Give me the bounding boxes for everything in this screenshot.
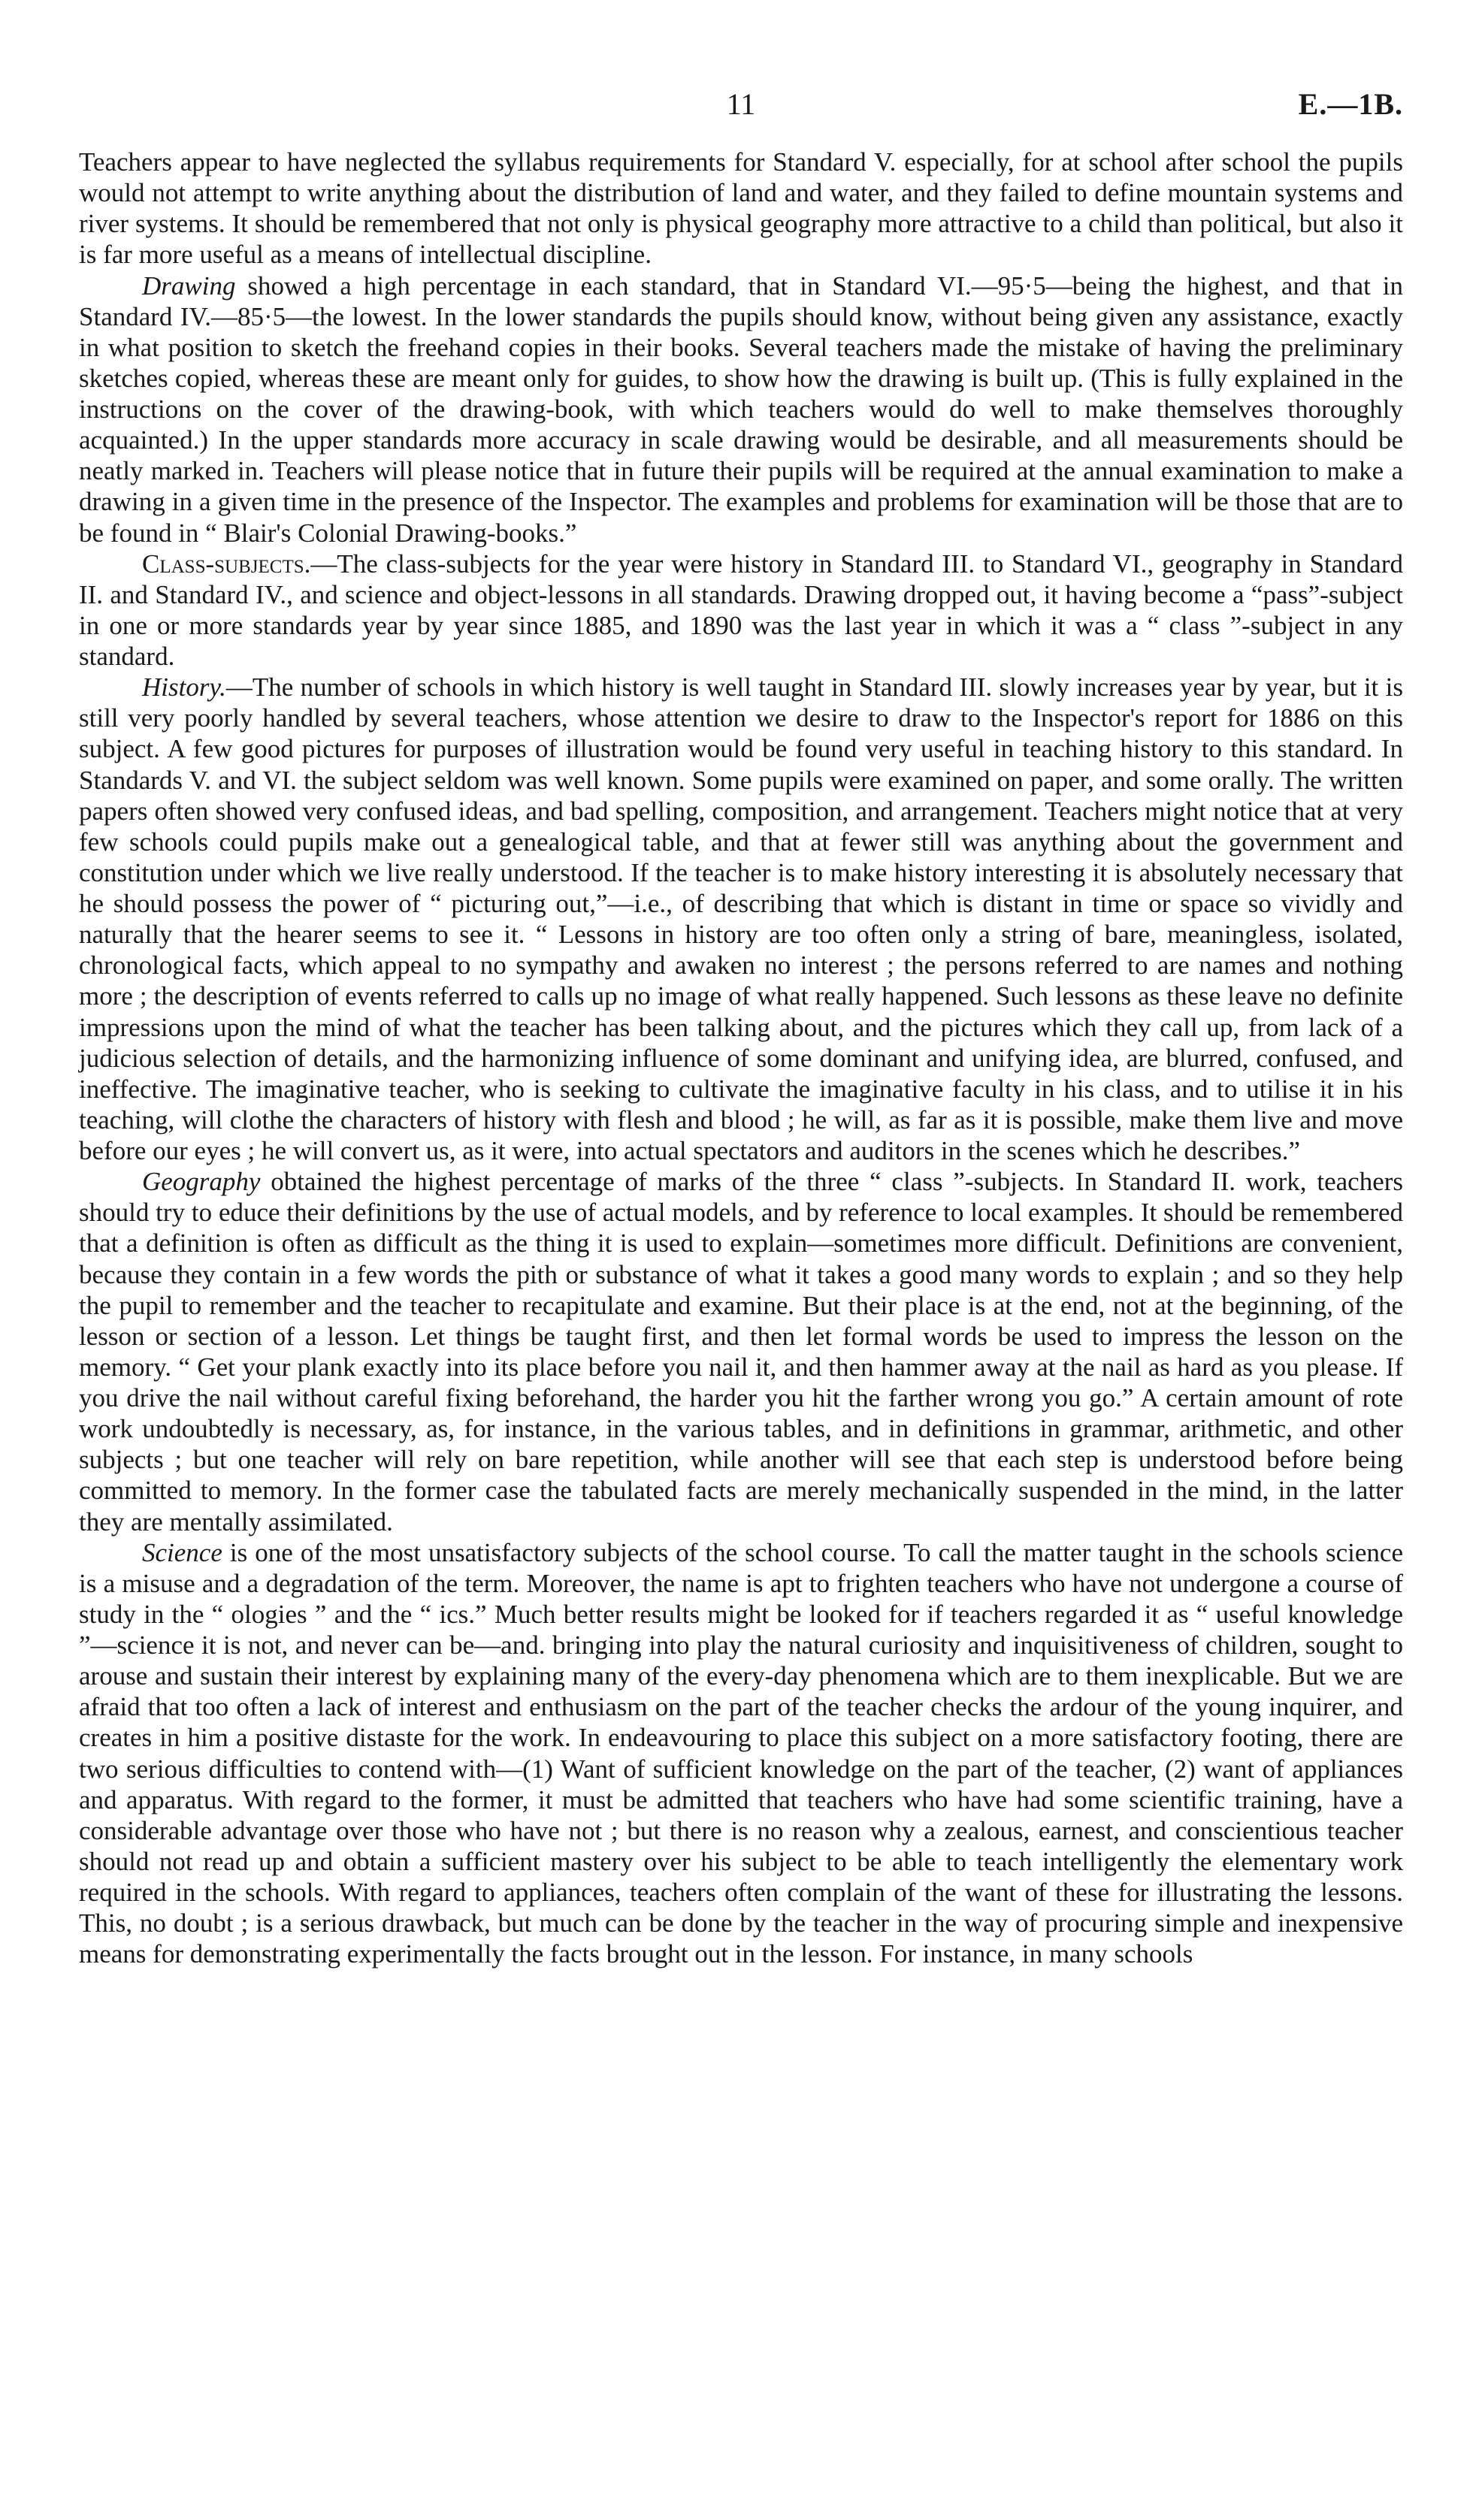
paragraph-text: —The class-subjects for the year were history in Standard III. to Standard VI., geography in Standard II. and Standard IV., and science and object-lessons in all standards. Drawing dropped out, it having become a “pass”-subject in one or more standards year by year since 1885, and 1890 was the last year in which it was a “ class ”-subject in any standard. xyxy=(79,548,1403,671)
paragraph-text: is one of the most unsatisfactory subjects of the school course. To call the matter taught in the schools science is a misuse and a degradation of the term. Moreover, the name is apt to frighten teachers who have not undergone a course of study in the “ ologies ” and the “ ics.” Much better results might be looked for if teachers regarded it as “ useful knowledge ”—science it is not, and never can be—and. bringing into play the natural curiosity and inquisitiveness of children, sought to arouse and sustain their interest by explaining many of the every-day phenomena which are to them inexplicable. But we are afraid that too often a lack of interest and enthusiasm on the part of the teacher checks the ardour of the young inquirer, and creates in him a positive distaste for the work. In endeavouring to place this subject on a more satisfactory footing, there are two serious difficulties to contend with—(1) Want of sufficient knowledge on the part of the teacher, (2) want of appliances and apparatus. With regard to the former, it must be admitted that teachers who have had some scientific training, have a considerable advantage over those who have not ; but there is no reason why a zealous, earnest, and conscientious teacher should not read up and obtain a sufficient mastery over his subject to be able to teach intelligently the elementary work required in the schools. With regard to appliances, teachers often complain of the want of these for illustrating the lessons. This, no doubt ; is a serious drawback, but much can be done by the teacher in the way of procuring simple and inexpensive means for demonstrating experimentally the facts brought out in the lesson. For instance, in many schools xyxy=(79,1537,1403,1969)
paragraph-lead: Drawing xyxy=(142,270,236,301)
document-reference: E.—1B. xyxy=(1298,87,1403,121)
paragraph-lead: Class-subjects. xyxy=(142,548,311,579)
paragraph-drawing xyxy=(79,270,1403,548)
paragraph-class-subjects xyxy=(79,548,1403,672)
paragraph-science xyxy=(79,1537,1403,1970)
paragraph-lead: Geography xyxy=(142,1167,261,1197)
paragraph-physical-geography xyxy=(79,147,1403,270)
paragraph-text: Teachers appear to have neglected the syllabus requirements for Standard V. especially, for at school after school the pupils would not attempt to write anything about the distribution of land and water, and they failed to define mountain systems and river systems. It should be remembered that not only is physical geography more attractive to a child than political, but also it is far more useful as a means of intellectual discipline. xyxy=(79,147,1403,270)
page-header xyxy=(79,86,1403,139)
paragraph-lead: History. xyxy=(142,672,226,703)
paragraph-lead: Science xyxy=(142,1537,222,1567)
paragraph-geography xyxy=(79,1166,1403,1537)
paragraph-text: —The number of schools in which history is well taught in Standard III. slowly increases year by year, but it is still very poorly handled by several teachers, whose attention we desire to draw to the Inspector's report for 1886 on this subject. A few good pictures for purposes of illustration would be found very useful in teaching history to this standard. In Standards V. and VI. the subject seldom was well known. Some pupils were examined on paper, and some orally. The written papers often showed very confused ideas, and bad spelling, composition, and arrangement. Teachers might notice that at very few schools could pupils make out a genealogical table, and that at fewer still was anything about the government and constitution under which we live really understood. If the teacher is to make history interesting it is absolutely necessary that he should possess the power of “ picturing out,”—i.e., of describing that which is distant in time or space so vividly and naturally that the hearer seems to see it. “ Lessons in history are too often only a string of bare, meaningless, isolated, chronological facts, which appeal to no sympathy and awaken no interest ; the persons referred to are names and nothing more ; the description of events referred to calls up no image of what really happened. Such lessons as these leave no definite impressions upon the mind of what the teacher has been talking about, and the pictures which they call up, from lack of a judicious selection of details, and the harmonizing influence of some dominant and unifying idea, are blurred, confused, and ineffective. The imaginative teacher, who is seeking to cultivate the imaginative faculty in his class, and to utilise it in his teaching, will clothe the characters of history with flesh and blood ; he will, as far as it is possible, make them live and move before our eyes ; he will convert us, as it were, into actual spectators and auditors in the scenes which he describes.” xyxy=(79,672,1403,1165)
paragraph-text: showed a high percentage in each standard, that in Standard VI.—95·5—being the highest, and that in Standard IV.—85·5—the lowest. In the lower standards the pupils should know, without being given any assistance, exactly in what position to sketch the freehand copies in their books. Several teachers made the mistake of having the preliminary sketches copied, whereas these are meant only for guides, to show how the drawing is built up. (This is fully explained in the instructions on the cover of the drawing-book, with which teachers would do well to make themselves thoroughly acquainted.) In the upper standards more accuracy in scale drawing would be desirable, and all measurements should be neatly marked in. Teachers will please notice that in future their pupils will be required at the annual examination to make a drawing in a given time in the presence of the Inspector. The examples and problems for examination will be those that are to be found in “ Blair's Colonial Drawing-books.” xyxy=(79,270,1403,548)
page-number: 11 xyxy=(726,87,756,121)
paragraph-history xyxy=(79,672,1403,1166)
paragraph-text: obtained the highest percentage of marks of the three “ class ”-subjects. In Standard II. work, teachers should try to educe their definitions by the use of actual models, and by reference to local examples. It should be remembered that a definition is often as difficult as the thing it is used to explain—sometimes more difficult. Definitions are convenient, because they contain in a few words the pith or substance of what it takes a good many words to explain ; and so they help the pupil to remember and the teacher to recapitulate and examine. But their place is at the end, not at the beginning, of the lesson or section of a lesson. Let things be taught first, and then let formal words be used to impress the lesson on the memory. “ Get your plank exactly into its place before you nail it, and then hammer away at the nail as hard as you please. If you drive the nail without careful fixing beforehand, the harder you hit the farther wrong you go.” A certain amount of rote work undoubtedly is necessary, as, for instance, in the various tables, and in definitions in grammar, arithmetic, and other subjects ; but one teacher will rely on bare repetition, while another will see that each step is understood before being committed to memory. In the former case the tabulated facts are merely mechanically suspended in the mind, in the latter they are mentally assimilated. xyxy=(79,1167,1403,1536)
body-text xyxy=(79,147,1403,1969)
